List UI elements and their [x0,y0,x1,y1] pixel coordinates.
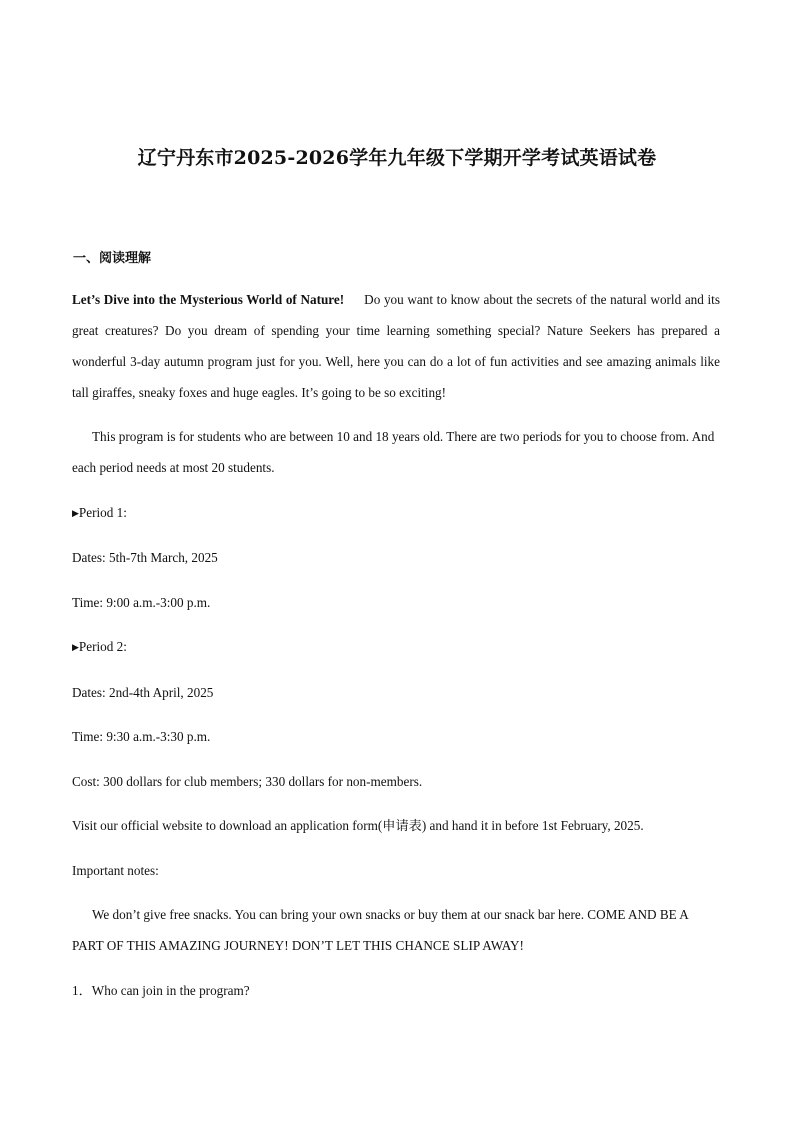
period2-time: Time: 9:30 a.m.-3:30 p.m. [72,729,211,744]
visit-info: Visit our official website to download an application form(申请表) and hand it in before 1st February, 2025. [72,818,644,833]
period2-heading [72,631,720,663]
section-heading: 一、阅读理解 [73,251,152,266]
page-title: 辽宁丹东市2025-2026学年九年级下学期开学考试英语试卷 [137,147,657,169]
period1-heading [72,497,720,529]
age-info-paragraph: This program is for students who are between 10 and 18 years old. There are two periods for you to choose from. And each period needs at most 20 students. [72,429,715,475]
question-1-number: 1． [72,982,92,998]
notes-paragraph: We don’t give free snacks. You can bring your own snacks or buy them at our snack bar here. COME AND BE A PART OF THIS AMAZING JOURNEY! DON’T LET THIS CHANCE SLIP AWAY! [72,907,689,953]
period1-label: Period 1: [78,504,127,520]
passage-intro-paragraph [72,284,720,408]
question-1-text: Who can join in the program? [91,982,250,998]
cost-info: Cost: 300 dollars for club members; 330 dollars for non-members. [72,773,423,789]
period2-dates: Dates: 2nd-4th April, 2025 [72,684,214,700]
period2-label: Period 2: [78,639,127,654]
question-1 [72,975,720,1006]
passage-intro-text: Do you want to know about the secrets of the natural world and its great creatures? Do you dream of spending your time learning something special? Nature Seekers has prepared a wonderful 3-day autumn program just for you. Well, here you can do a lot of fun activities and see amazing animals like tall giraffes, sneaky foxes and huge eagles. It’s going to be so exciting! [72,292,720,400]
passage-headline: Let’s Dive into the Mysterious World of Nature! [72,292,345,307]
triangle-bullet-icon: ▶ [72,642,79,652]
period1-time: Time: 9:00 a.m.-3:00 p.m. [72,594,211,610]
reading-passage [72,284,720,1006]
triangle-bullet-icon: ▶ [72,507,79,518]
notes-label: Important notes: [72,862,159,878]
period1-dates: Dates: 5th-7th March, 2025 [72,550,218,565]
